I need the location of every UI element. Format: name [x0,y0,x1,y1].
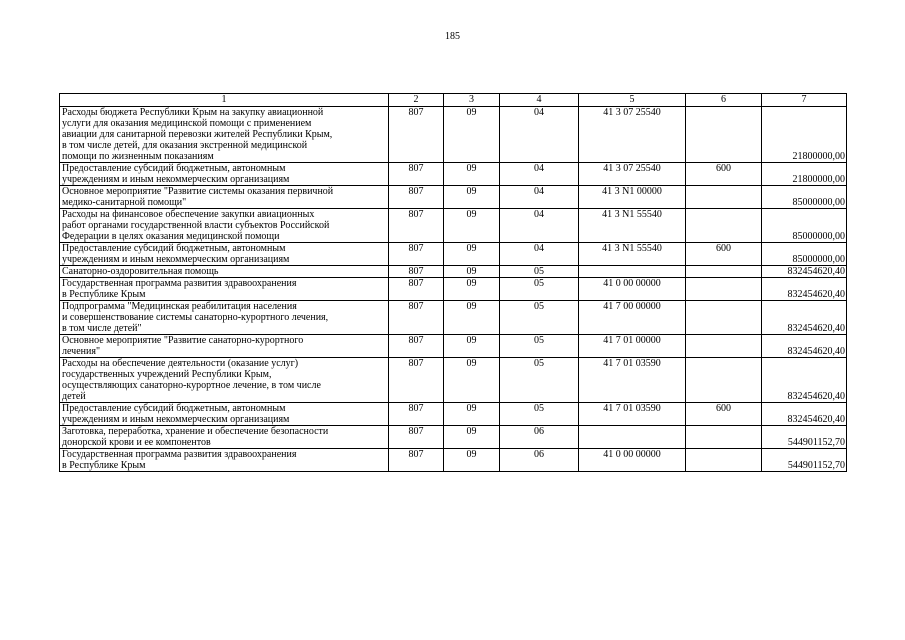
cell-amount: 85000000,00 [762,186,847,209]
column-header-3: 3 [444,94,500,107]
cell-amount: 832454620,40 [762,266,847,278]
cell-name-line: детей [62,391,86,402]
cell-name-line: Основное мероприятие "Развитие системы оказания первичной [62,186,334,197]
cell-target-article: 41 3 N1 55540 [579,209,686,243]
cell-name-line: Подпрограмма "Медицинская реабилитация населения [62,301,297,312]
cell-target-article: 41 0 00 00000 [579,449,686,472]
cell-subsection: 05 [500,278,579,301]
column-header-4: 4 [500,94,579,107]
cell-section: 09 [444,243,500,266]
cell-name [60,449,389,472]
cell-expense-type [686,266,762,278]
cell-target-article [579,266,686,278]
cell-section: 09 [444,449,500,472]
cell-name-line: Предоставление субсидий бюджетным, автономным [62,243,286,254]
cell-target-article: 41 7 01 03590 [579,358,686,403]
cell-target-article: 41 7 01 00000 [579,335,686,358]
cell-grbs: 807 [389,278,444,301]
cell-name [60,107,389,163]
cell-subsection: 05 [500,335,579,358]
cell-name-line: в Республике Крым [62,289,146,300]
cell-expense-type [686,278,762,301]
column-header-7: 7 [762,94,847,107]
cell-grbs: 807 [389,358,444,403]
cell-name-line: лечения" [62,346,101,357]
table-row [60,426,847,449]
cell-section: 09 [444,403,500,426]
cell-amount: 85000000,00 [762,209,847,243]
cell-name-line: медико-санитарной помощи" [62,197,187,208]
cell-name-line: помощи по жизненным показаниям [62,151,214,162]
cell-subsection: 06 [500,449,579,472]
cell-amount: 21800000,00 [762,163,847,186]
cell-expense-type [686,186,762,209]
cell-name [60,186,389,209]
cell-name [60,426,389,449]
cell-expense-type [686,335,762,358]
cell-amount: 832454620,40 [762,403,847,426]
cell-amount: 832454620,40 [762,301,847,335]
cell-grbs: 807 [389,209,444,243]
cell-name [60,301,389,335]
column-header-1: 1 [60,94,389,107]
cell-name-line: Государственная программа развития здравоохранения [62,278,297,289]
cell-grbs: 807 [389,335,444,358]
cell-name-line: донорской крови и ее компонентов [62,437,211,448]
cell-subsection: 05 [500,266,579,278]
page-number: 185 [445,31,460,42]
cell-name [60,335,389,358]
cell-amount: 832454620,40 [762,358,847,403]
cell-expense-type: 600 [686,403,762,426]
cell-subsection: 04 [500,209,579,243]
cell-section: 09 [444,266,500,278]
table-row [60,163,847,186]
column-header-6: 6 [686,94,762,107]
cell-subsection: 05 [500,301,579,335]
cell-target-article: 41 0 00 00000 [579,278,686,301]
cell-grbs: 807 [389,301,444,335]
cell-name-line: Заготовка, переработка, хранение и обеспечение безопасности [62,426,329,437]
cell-name-line: Предоставление субсидий бюджетным, автономным [62,163,286,174]
cell-section: 09 [444,278,500,301]
cell-name-line: осуществляющих санаторно-курортное лечение, в том числе [62,380,321,391]
cell-name-line: Основное мероприятие "Развитие санаторно-курортного [62,335,304,346]
table-row [60,243,847,266]
cell-name-line: работ органами государственной власти субъектов Российской [62,220,330,231]
cell-name-line: и совершенствование системы санаторно-курортного лечения, [62,312,329,323]
cell-expense-type: 600 [686,163,762,186]
budget-table [59,93,847,472]
cell-name-line: Расходы на финансовое обеспечение закупки авиационных [62,209,315,220]
cell-grbs: 807 [389,186,444,209]
cell-name [60,278,389,301]
cell-name-line: Санаторно-оздоровительная помощь [62,266,219,277]
cell-name-line: Федерации в целях оказания медицинской помощи [62,231,280,242]
table-row [60,449,847,472]
cell-expense-type [686,358,762,403]
cell-subsection: 04 [500,243,579,266]
cell-section: 09 [444,107,500,163]
cell-name [60,358,389,403]
cell-amount: 544901152,70 [762,426,847,449]
cell-subsection: 06 [500,426,579,449]
cell-grbs: 807 [389,107,444,163]
cell-name [60,163,389,186]
cell-name-line: Государственная программа развития здравоохранения [62,449,297,460]
cell-name [60,209,389,243]
cell-name [60,243,389,266]
cell-subsection: 04 [500,107,579,163]
table-row [60,358,847,403]
cell-subsection: 05 [500,358,579,403]
cell-name-line: учреждениям и иным некоммерческим организациям [62,254,290,265]
table-header-row [60,94,847,107]
cell-name-line: Расходы бюджета Республики Крым на закупку авиационной [62,107,324,118]
cell-name-line: в том числе детей" [62,323,142,334]
cell-expense-type [686,107,762,163]
cell-target-article: 41 7 01 03590 [579,403,686,426]
cell-name-line: Предоставление субсидий бюджетным, автономным [62,403,286,414]
cell-name-line: учреждениям и иным некоммерческим организациям [62,174,290,185]
table-row [60,278,847,301]
cell-target-article [579,426,686,449]
cell-expense-type: 600 [686,243,762,266]
cell-expense-type [686,209,762,243]
cell-amount: 544901152,70 [762,449,847,472]
cell-subsection: 04 [500,186,579,209]
cell-grbs: 807 [389,266,444,278]
cell-amount: 85000000,00 [762,243,847,266]
cell-subsection: 04 [500,163,579,186]
table-row [60,301,847,335]
cell-target-article: 41 7 00 00000 [579,301,686,335]
cell-name [60,266,389,278]
cell-grbs: 807 [389,243,444,266]
cell-section: 09 [444,426,500,449]
cell-amount: 832454620,40 [762,335,847,358]
table-row [60,335,847,358]
column-header-2: 2 [389,94,444,107]
cell-name-line: в том числе детей, для оказания экстренной медицинской [62,140,308,151]
cell-name-line: авиации для санитарной перевозки жителей Республики Крым, [62,129,333,140]
cell-subsection: 05 [500,403,579,426]
cell-section: 09 [444,186,500,209]
cell-grbs: 807 [389,426,444,449]
table-row [60,403,847,426]
cell-target-article: 41 3 07 25540 [579,107,686,163]
cell-name-line: государственных учреждений Республики Крым, [62,369,272,380]
cell-section: 09 [444,163,500,186]
cell-target-article: 41 3 N1 55540 [579,243,686,266]
cell-name-line: учреждениям и иным некоммерческим организациям [62,414,290,425]
cell-grbs: 807 [389,403,444,426]
cell-section: 09 [444,301,500,335]
table-row [60,209,847,243]
cell-expense-type [686,426,762,449]
cell-name-line: услуги для оказания медицинской помощи с применением [62,118,312,129]
cell-target-article: 41 3 N1 00000 [579,186,686,209]
cell-name-line: в Республике Крым [62,460,146,471]
column-header-5: 5 [579,94,686,107]
table-row [60,186,847,209]
table-row [60,107,847,163]
cell-section: 09 [444,335,500,358]
cell-target-article: 41 3 07 25540 [579,163,686,186]
cell-grbs: 807 [389,163,444,186]
cell-expense-type [686,301,762,335]
cell-expense-type [686,449,762,472]
cell-section: 09 [444,358,500,403]
cell-amount: 832454620,40 [762,278,847,301]
cell-name [60,403,389,426]
cell-grbs: 807 [389,449,444,472]
cell-section: 09 [444,209,500,243]
table-row [60,266,847,278]
cell-name-line: Расходы на обеспечение деятельности (оказание услуг) [62,358,299,369]
cell-amount: 21800000,00 [762,107,847,163]
